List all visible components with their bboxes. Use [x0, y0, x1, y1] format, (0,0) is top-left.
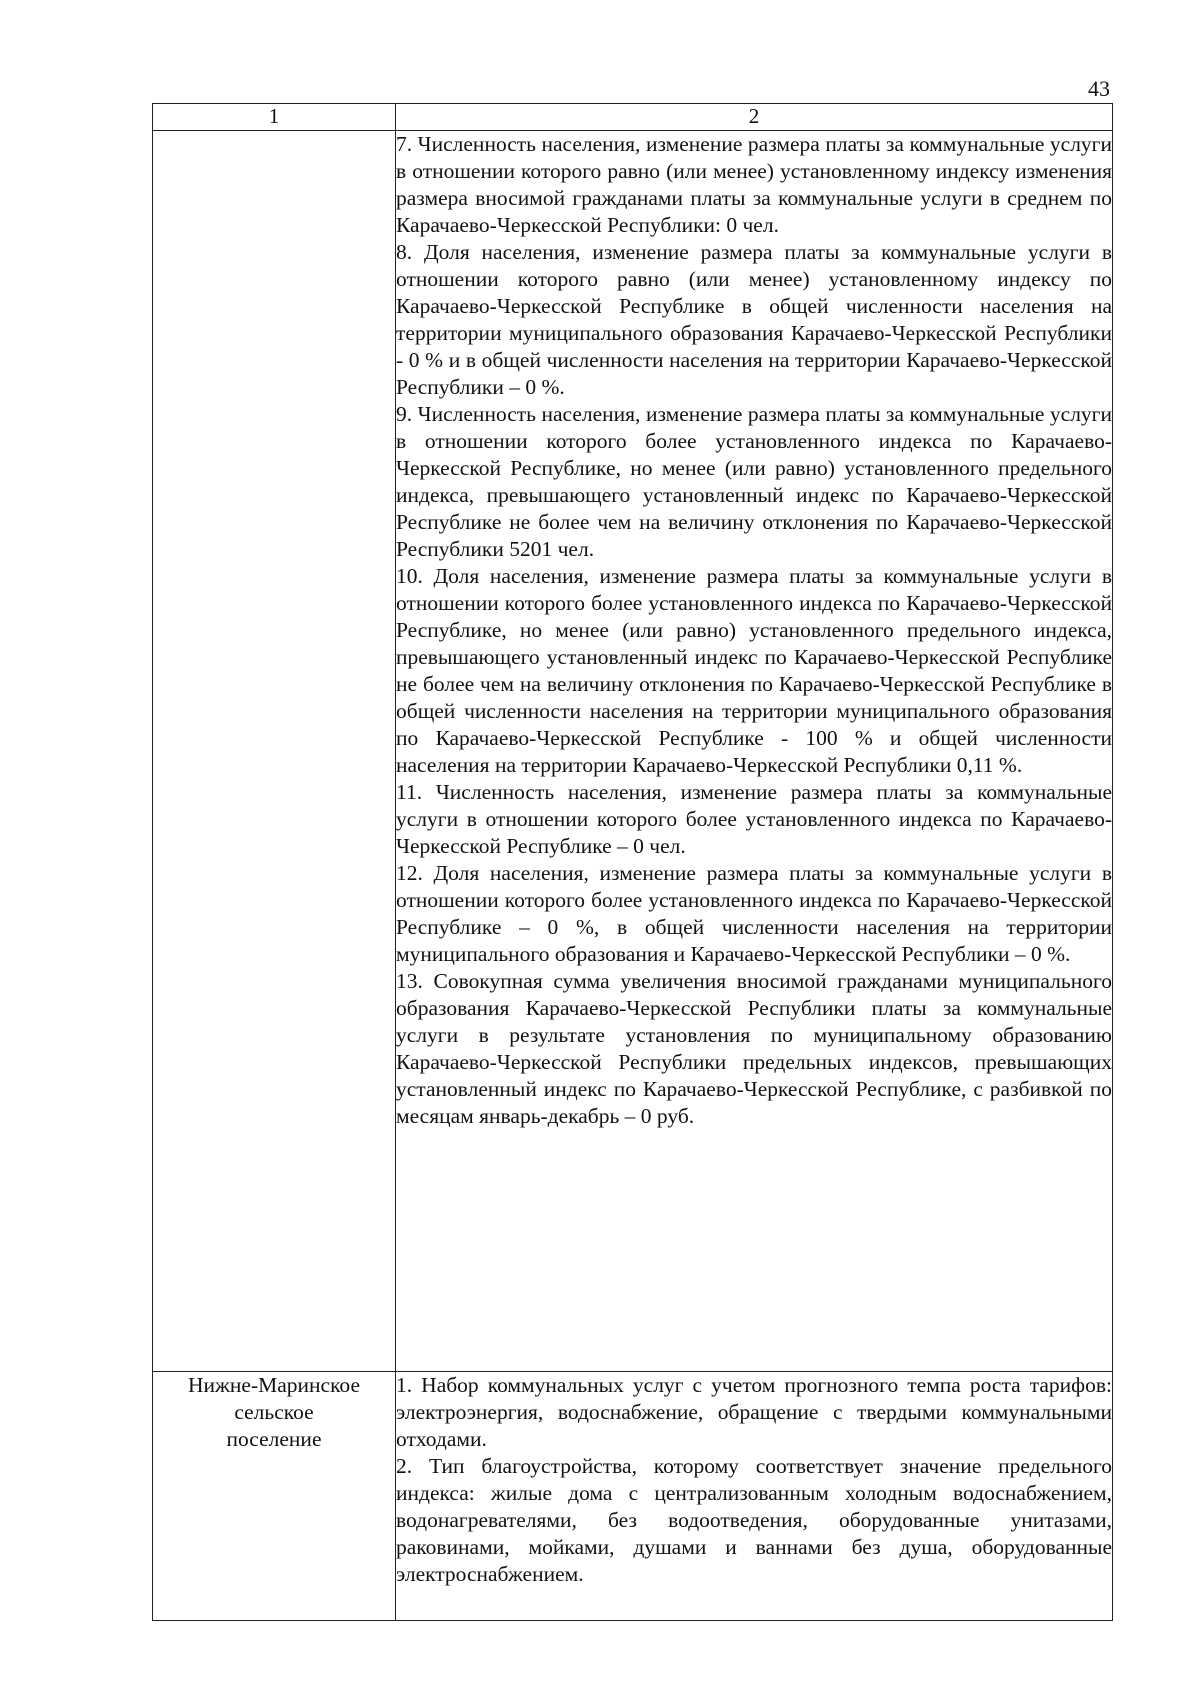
indicator-paragraph-1: 1. Набор коммунальных услуг с учетом прогнозного темпа роста тарифов: электроэнергия, водоснабжение, обращение с твердыми коммунальными отходами. — [396, 1373, 1112, 1451]
indicator-paragraph-2: 2. Тип благоустройства, которому соответствует значение предельного индекса: жилые дома с централизованным холодным водоснабжением, водонагревателями, без водоотведения, оборудованные унитазами, раковинами, мойками, душами и ваннами без душа, оборудованные электроснабжением. — [396, 1454, 1112, 1586]
indicator-paragraph-8: 8. Доля населения, изменение размера платы за коммунальные услуги в отношении которого равно (или менее) установленному индексу по Карачаево-Черкесской Республике в общей численности населения на территории муниципального образования Карачаево-Черкесской Республики - 0 % и в общей численности населения на территории Карачаево-Черкесской Республики – 0 %. — [396, 240, 1112, 399]
table-row — [153, 131, 1113, 1372]
indicator-paragraph-13: 13. Совокупная сумма увеличения вносимой гражданами муниципального образования Карачаево-Черкесской Республики платы за коммунальные услуги в результате установления по муниципальному образованию Карачаево-Черкесской Республики предельных индексов, превышающих установленный индекс по Карачаево-Черкесской Республике, с разбивкой по месяцам январь-декабрь – 0 руб. — [396, 969, 1112, 1128]
table-header-row — [153, 104, 1113, 131]
indicator-paragraph-10: 10. Доля населения, изменение размера платы за коммунальные услуги в отношении которого более установленного индекса по Карачаево-Черкесской Республике, но менее (или равно) установленного предельного индекса, превышающего установленный индекс по Карачаево-Черкесской Республике не более чем на величину отклонения по Карачаево-Черкесской Республике в общей численности населения на территории муниципального образования по Карачаево-Черкесской Республике - 100 % и общей численности населения на территории Карачаево-Черкесской Республики 0,11 %. — [396, 564, 1112, 777]
column-header-2: 2 — [396, 104, 1113, 131]
indicator-paragraph-7: 7. Численность населения, изменение размера платы за коммунальные услуги в отношении которого равно (или менее) установленному индексу изменения размера вносимой гражданами платы за коммунальные услуги в среднем по Карачаево-Черкесской Республики: 0 чел. — [396, 132, 1112, 237]
indicator-paragraph-12: 12. Доля населения, изменение размера платы за коммунальные услуги в отношении которого более установленного индекса по Карачаево-Черкесской Республике – 0 %, в общей численности населения на территории муниципального образования и Карачаево-Черкесской Республики – 0 %. — [396, 861, 1112, 966]
indicator-paragraph-9: 9. Численность населения, изменение размера платы за коммунальные услуги в отношении которого более установленного индекса по Карачаево-Черкесской Республике, но менее (или равно) установленного предельного индекса, превышающего установленный индекс по Карачаево-Черкесской Республике не более чем на величину отклонения по Карачаево-Черкесской Республики 5201 чел. — [396, 402, 1112, 561]
data-table — [152, 103, 1113, 1621]
page-number: 43 — [1088, 76, 1110, 101]
indicators-cell — [396, 1372, 1113, 1621]
municipality-name-line-2: сельское — [234, 1400, 314, 1424]
municipality-name-line-1: Нижне-Маринское — [188, 1373, 360, 1397]
indicators-cell — [396, 131, 1113, 1372]
municipality-name-line-3: поселение — [226, 1427, 322, 1451]
table-row — [153, 1372, 1113, 1621]
column-header-1: 1 — [153, 104, 396, 131]
municipality-cell-empty — [153, 131, 396, 1372]
indicator-paragraph-11: 11. Численность населения, изменение размера платы за коммунальные услуги в отношении которого более установленного индекса по Карачаево-Черкесской Республике – 0 чел. — [396, 780, 1112, 858]
municipality-name-cell — [153, 1372, 396, 1621]
